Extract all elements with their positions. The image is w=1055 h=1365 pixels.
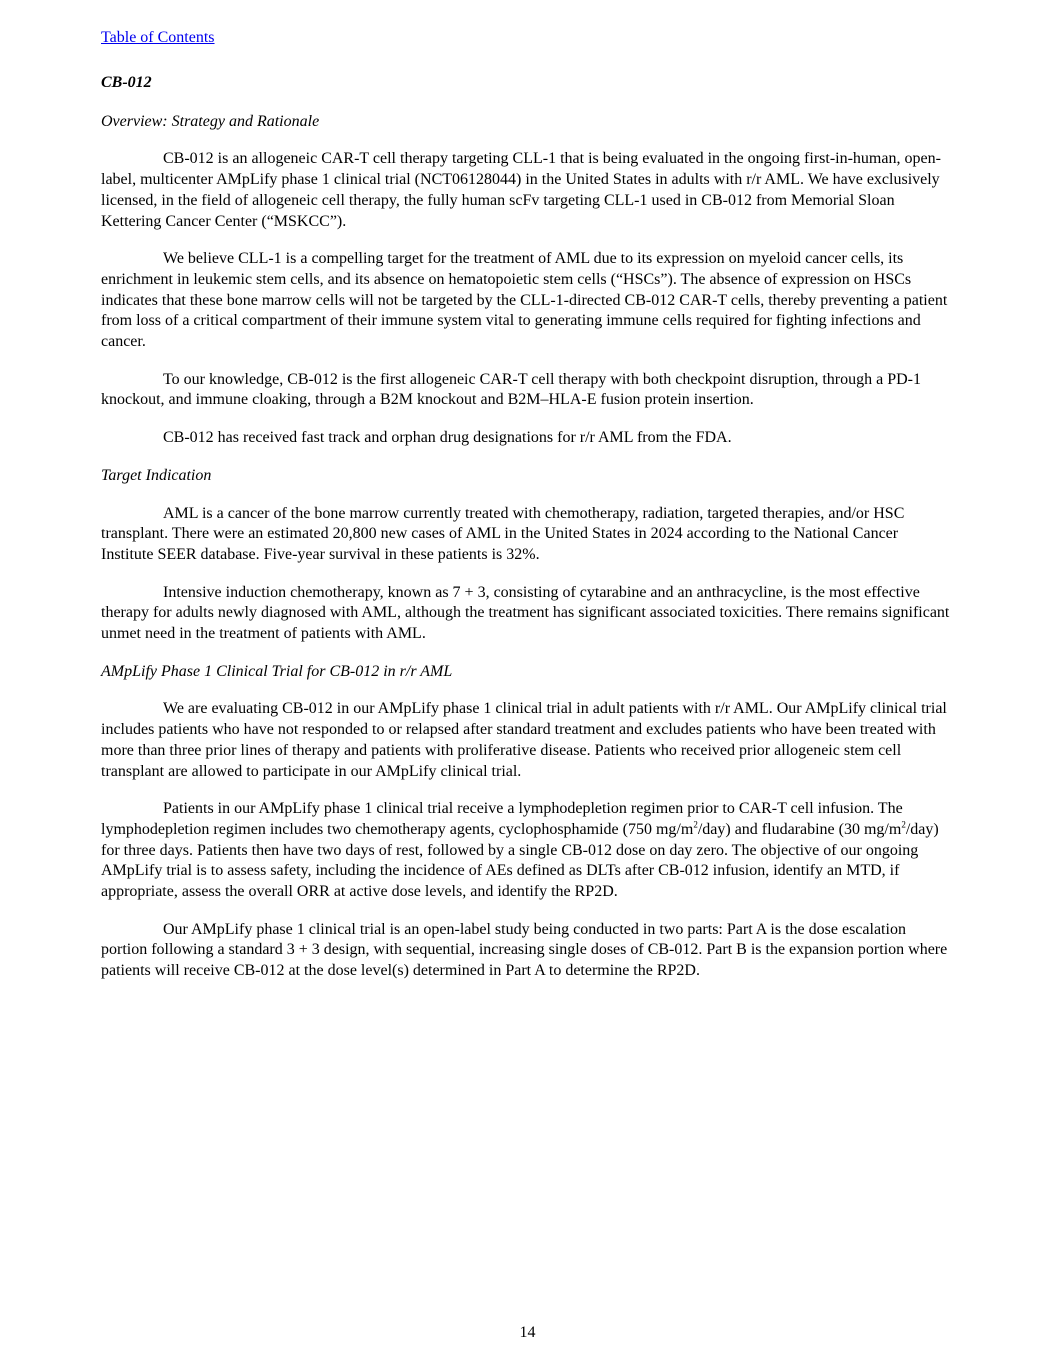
- trial-paragraph-3: Our AMpLify phase 1 clinical trial is an open-label study being conducted in two parts: Part A is the dose escalation portion following a standard 3 + 3 design, with sequential, increasing single doses of CB-012. Part B is the expansion portion where patients will receive CB-012 at the dose level(s) determined in Part A to determine the RP2D.: [101, 920, 948, 980]
- overview-heading: Overview: Strategy and Rationale: [101, 112, 320, 130]
- overview-paragraph-4: CB-012 has received fast track and orphan drug designations for r/r AML from the FDA.: [163, 429, 732, 447]
- target-indication-heading: Target Indication: [101, 466, 212, 484]
- trial-paragraph-2-part-c: /day) for three days. Patients then have two days of rest, followed by a single CB-012 dose on day zero. The objective of our ongoing AMpLify trial is to assess safety, including the incidence of AEs defined as DLTs after CB-012 infusion, identify an MTD, if appropriate, assess the overall ORR at active dose levels, and identify the RP2D.: [101, 820, 939, 901]
- trial-paragraph-1: We are evaluating CB-012 in our AMpLify phase 1 clinical trial in adult patients with r/r AML. Our AMpLify clinical trial includes patients who have not responded to or relapsed after standard treatment and excludes patients who have been treated with more than three prior lines of therapy and patients with proliferative disease. Patients who received prior allogeneic stem cell transplant are allowed to participate in our AMpLify clinical trial.: [101, 700, 947, 780]
- overview-paragraph-1: CB-012 is an allogeneic CAR-T cell therapy targeting CLL-1 that is being evaluated in the ongoing first-in-human, open-label, multicenter AMpLify phase 1 clinical trial (NCT06128044) in the United States in adults with r/r AML. We have exclusively licensed, in the field of allogeneic cell therapy, the fully human scFv targeting CLL-1 used in CB-012 from Memorial Sloan Kettering Cancer Center (“MSKCC”).: [101, 150, 941, 230]
- section-title: CB-012: [101, 74, 152, 91]
- overview-paragraph-2: We believe CLL-1 is a compelling target for the treatment of AML due to its expression on myeloid cancer cells, its enrichment in leukemic stem cells, and its absence on hematopoietic stem cells (“HSCs”). The absence of expression on HSCs indicates that these bone marrow cells will not be targeted by the CLL-1-directed CB-012 CAR-T cells, thereby preventing a patient from loss of a critical compartment of their immune system vital to generating immune cells required for fighting infections and cancer.: [101, 250, 948, 351]
- superscript-2: 2: [693, 819, 698, 830]
- target-paragraph-1: AML is a cancer of the bone marrow currently treated with chemotherapy, radiation, targeted therapies, and/or HSC transplant. There were an estimated 20,800 new cases of AML in the United States in 2024 according to the National Cancer Institute SEER database. Five-year survival in these patients is 32%.: [101, 504, 905, 563]
- page-number: 14: [519, 1324, 536, 1341]
- trial-paragraph-2-part-b: /day) and fludarabine (30 mg/m: [697, 820, 902, 838]
- target-paragraph-2: Intensive induction chemotherapy, known as 7 + 3, consisting of cytarabine and an anthracycline, is the most effective therapy for adults newly diagnosed with AML, although the treatment has significant associated toxicities. There remains significant unmet need in the treatment of patients with AML.: [101, 583, 950, 643]
- trial-paragraph-2: [101, 799, 953, 903]
- overview-paragraph-3: To our knowledge, CB-012 is the first allogeneic CAR-T cell therapy with both checkpoint disruption, through a PD-1 knockout, and immune cloaking, through a B2M knockout and B2M–HLA-E fusion protein insertion.: [101, 370, 922, 409]
- trial-heading: AMpLify Phase 1 Clinical Trial for CB-012 in r/r AML: [101, 662, 453, 680]
- table-of-contents-link[interactable]: Table of Contents: [101, 29, 215, 46]
- superscript-2: 2: [901, 819, 906, 830]
- document-body: [101, 73, 953, 999]
- trial-paragraph-2-part-a: Patients in our AMpLify phase 1 clinical trial receive a lymphodepletion regimen prior to CAR-T cell infusion. The lymphodepletion regimen includes two chemotherapy agents, cyclophosphamide (750 mg/m: [101, 800, 903, 838]
